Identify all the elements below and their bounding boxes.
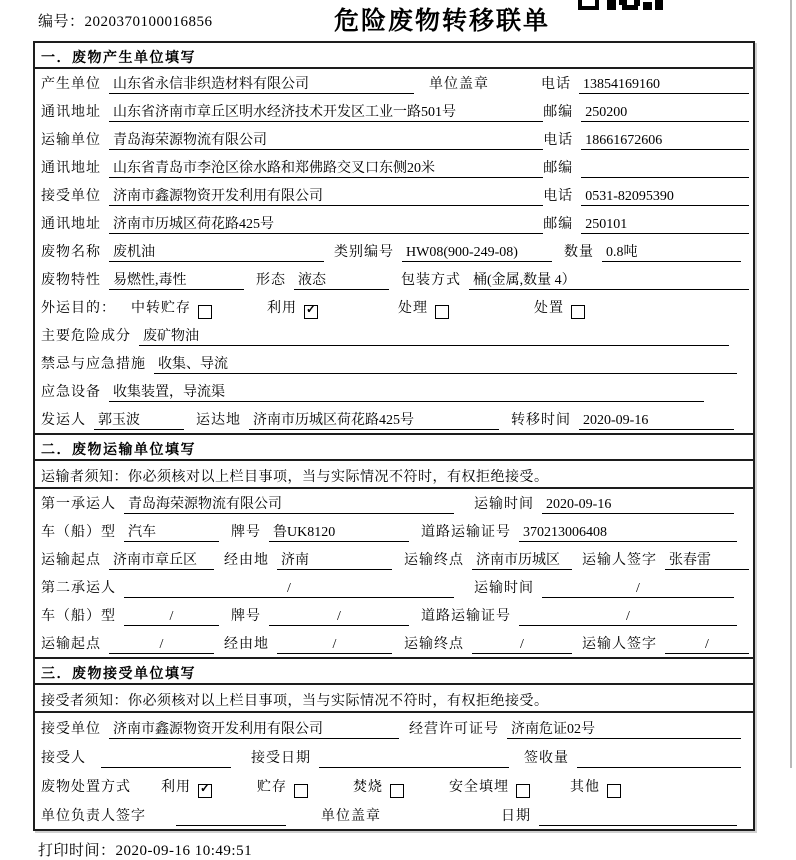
disposal-utilize-label: 利用 [161,780,191,795]
vehicle-type1-label: 车（船）型 [41,525,116,540]
purpose-storage-label: 中转贮存 [131,301,191,316]
second-carrier-row [35,573,753,601]
transport-time1-value: 2020-09-16 [542,496,734,514]
producer-label: 产生单位 [41,77,101,92]
accept-date-value [319,750,509,768]
receiver-zip-value: 250101 [581,216,749,234]
vehicle-type2-label: 车（船）型 [41,609,116,624]
receiver-label: 接受单位 [41,189,101,204]
transport-time2-label: 运输时间 [474,581,534,596]
waste-property-label: 废物特性 [41,273,101,288]
business-license-value: 济南危证02号 [507,721,741,739]
plate-number1-value: 鲁UK8120 [269,524,409,542]
transporter-value: 青岛海荣源物流有限公司 [109,132,543,150]
producer-address-row [35,97,753,125]
document-number-label: 编号： [38,14,85,30]
transporter-notice: 运输者须知：你必须核对以上栏目事项，当与实际情况不符时，有权拒绝接受。 [35,461,753,489]
transport-time1-label: 运输时间 [474,497,534,512]
producer-row [35,69,753,97]
section3-heading: 三．废物接受单位填写 [35,657,753,685]
transporter-row [35,125,753,153]
receiver-row [35,181,753,209]
first-carrier-row [35,489,753,517]
hazard-component-row [35,321,753,349]
emergency-equipment-row [35,377,753,405]
route1-start-value: 济南市章丘区 [109,552,214,570]
sign-date-label: 日期 [501,809,531,824]
route1-end-label: 运输终点 [404,553,464,568]
waste-name-value: 废机油 [109,244,324,262]
waste-quantity-label: 数量 [564,245,594,260]
road-permit2-label: 道路运输证号 [421,609,511,624]
producer-zip-value: 250200 [581,104,749,122]
disposal-landfill-checkbox [516,784,530,798]
business-license-label: 经营许可证号 [409,722,499,737]
transporter-address-row [35,153,753,181]
hazard-component-label: 主要危险成分 [41,329,131,344]
received-quantity-value [577,750,741,768]
disposal-store-checkbox [294,784,308,798]
section2-heading: 二．废物运输单位填写 [35,433,753,461]
plate-number2-label: 牌号 [231,609,261,624]
document-number-value: 2020370100016856 [84,14,213,30]
receiver-phone-value: 0531-82095390 [581,188,749,206]
route2-via-label: 经由地 [224,637,269,652]
document-header [0,0,796,41]
transporter-zip-value [581,160,749,178]
taboo-measures-value: 收集、导流 [154,356,737,374]
acceptor-row [35,742,753,771]
receiver-zip-label: 邮编 [543,217,574,232]
road-permit1-label: 道路运输证号 [421,525,511,540]
transporter-address-label: 通讯地址 [41,161,101,176]
receiver-address-row [35,209,753,237]
disposal-method-row [35,771,753,800]
section1-heading: 一．废物产生单位填写 [35,43,753,69]
route1-end-value: 济南市历城区 [472,552,572,570]
route2-sign-value: / [665,636,749,654]
emergency-equipment-value: 收集装置，导流渠 [109,384,704,402]
taboo-measures-row [35,349,753,377]
disposal-incinerate-label: 焚烧 [353,780,383,795]
signature-row [35,800,753,829]
route1-via-label: 经由地 [224,553,269,568]
vehicle2-row [35,601,753,629]
sender-label: 发运人 [41,413,86,428]
route2-via-value: / [277,636,392,654]
document-title: 危险废物转移联单 [333,8,550,35]
disposal-store-label: 贮存 [257,780,287,795]
route2-row [35,629,753,657]
hazard-component-value: 废矿物油 [139,328,729,346]
waste-category-label: 类别编号 [334,245,394,260]
receiver-value: 济南市鑫源物资开发利用有限公司 [109,188,543,206]
waste-quantity-value: 0.8吨 [602,244,741,262]
vehicle-type2-value: / [124,608,219,626]
accepting-unit-row [35,713,753,742]
receiver-address-label: 通讯地址 [41,217,101,232]
disposal-other-label: 其他 [570,780,600,795]
plate-number2-value: / [269,608,409,626]
producer-address-value: 山东省济南市章丘区明水经济技术开发区工业一路501号 [109,104,543,122]
producer-phone-value: 13854169160 [579,76,749,94]
route2-start-label: 运输起点 [41,637,101,652]
vehicle1-row [35,517,753,545]
waste-name-label: 废物名称 [41,245,101,260]
unit-seal-label: 单位盖章 [321,809,381,824]
acceptor-notice: 接受者须知：你必须核对以上栏目事项，当与实际情况不符时，有权拒绝接受。 [35,685,753,713]
plate-number1-label: 牌号 [231,525,261,540]
packing-method-value: 桶(金属,数量 4） [469,272,749,290]
packing-method-label: 包装方式 [401,273,461,288]
producer-value: 山东省永信非织造材料有限公司 [109,76,414,94]
destination-label: 运达地 [196,413,241,428]
disposal-landfill-label: 安全填埋 [449,780,509,795]
route1-row [35,545,753,573]
purpose-treat-label: 处理 [398,301,428,316]
producer-address-label: 通讯地址 [41,105,101,120]
route2-sign-label: 运输人签字 [582,637,657,652]
waste-form-value: 液态 [294,272,389,290]
print-time [38,839,796,860]
print-time-value: 2020-09-16 10:49:51 [115,843,253,859]
received-quantity-label: 签收量 [524,751,569,766]
disposal-method-label: 废物处置方式 [41,780,131,795]
first-carrier-value: 青岛海荣源物流有限公司 [124,496,454,514]
accept-date-label: 接受日期 [251,751,311,766]
route1-sign-value: 张春雷 [665,552,749,570]
road-permit2-value: / [519,608,737,626]
producer-seal-label: 单位盖章 [429,77,489,92]
print-time-label: 打印时间： [38,843,116,859]
vehicle-type1-value: 汽车 [124,524,219,542]
purpose-utilize-label: 利用 [267,301,297,316]
transfer-time-label: 转移时间 [511,413,571,428]
disposal-incinerate-checkbox [390,784,404,798]
route1-start-label: 运输起点 [41,553,101,568]
waste-property-row [35,265,753,293]
purpose-utilize-checkbox [304,305,318,319]
destination-value: 济南市历城区荷花路425号 [249,412,499,430]
producer-phone-label: 电话 [541,77,571,92]
disposal-utilize-checkbox [198,784,212,798]
purpose-dispose-label: 处置 [534,301,564,316]
waste-property-value: 易燃性,毒性 [109,272,244,290]
second-carrier-label: 第二承运人 [41,581,116,596]
waste-category-value: HW08(900-249-08) [402,244,552,262]
first-carrier-label: 第一承运人 [41,497,116,512]
waste-form-label: 形态 [256,273,286,288]
emergency-equipment-label: 应急设备 [41,385,101,400]
producer-zip-label: 邮编 [543,105,574,120]
transfer-time-value: 2020-09-16 [579,412,734,430]
sender-value: 郭玉波 [94,412,184,430]
second-carrier-value: / [124,580,454,598]
accepting-unit-label: 接受单位 [41,722,101,737]
transporter-label: 运输单位 [41,133,101,148]
transport-time2-value: / [542,580,734,598]
waste-name-row [35,237,753,265]
route2-start-value: / [109,636,214,654]
road-permit1-value: 370213006408 [519,524,737,542]
page-edge-divider [790,0,792,768]
manifest-form-table [33,41,755,831]
receiver-address-value: 济南市历城区荷花路425号 [109,216,543,234]
disposal-other-checkbox [607,784,621,798]
transfer-purpose-label: 外运目的： [41,301,116,316]
receiver-phone-label: 电话 [543,189,574,204]
transporter-zip-label: 邮编 [543,161,574,176]
accepting-unit-value: 济南市鑫源物资开发利用有限公司 [109,721,399,739]
route1-sign-label: 运输人签字 [582,553,657,568]
responsible-signature-label: 单位负责人签字 [41,809,146,824]
transporter-phone-label: 电话 [543,133,574,148]
taboo-measures-label: 禁忌与应急措施 [41,357,146,372]
transporter-phone-value: 18661672606 [581,132,749,150]
sign-date-value [539,808,737,826]
route2-end-label: 运输终点 [404,637,464,652]
acceptor-value [101,750,231,768]
route2-end-value: / [472,636,572,654]
sender-row [35,405,753,433]
route1-via-value: 济南 [277,552,392,570]
acceptor-label: 接受人 [41,751,86,766]
transfer-purpose-row [35,293,753,321]
purpose-dispose-checkbox [571,305,585,319]
purpose-treat-checkbox [435,305,449,319]
transporter-address-value: 山东省青岛市李沧区徐水路和郑佛路交叉口东侧20米 [109,160,543,178]
responsible-signature-value [176,808,286,826]
purpose-storage-checkbox [198,305,212,319]
